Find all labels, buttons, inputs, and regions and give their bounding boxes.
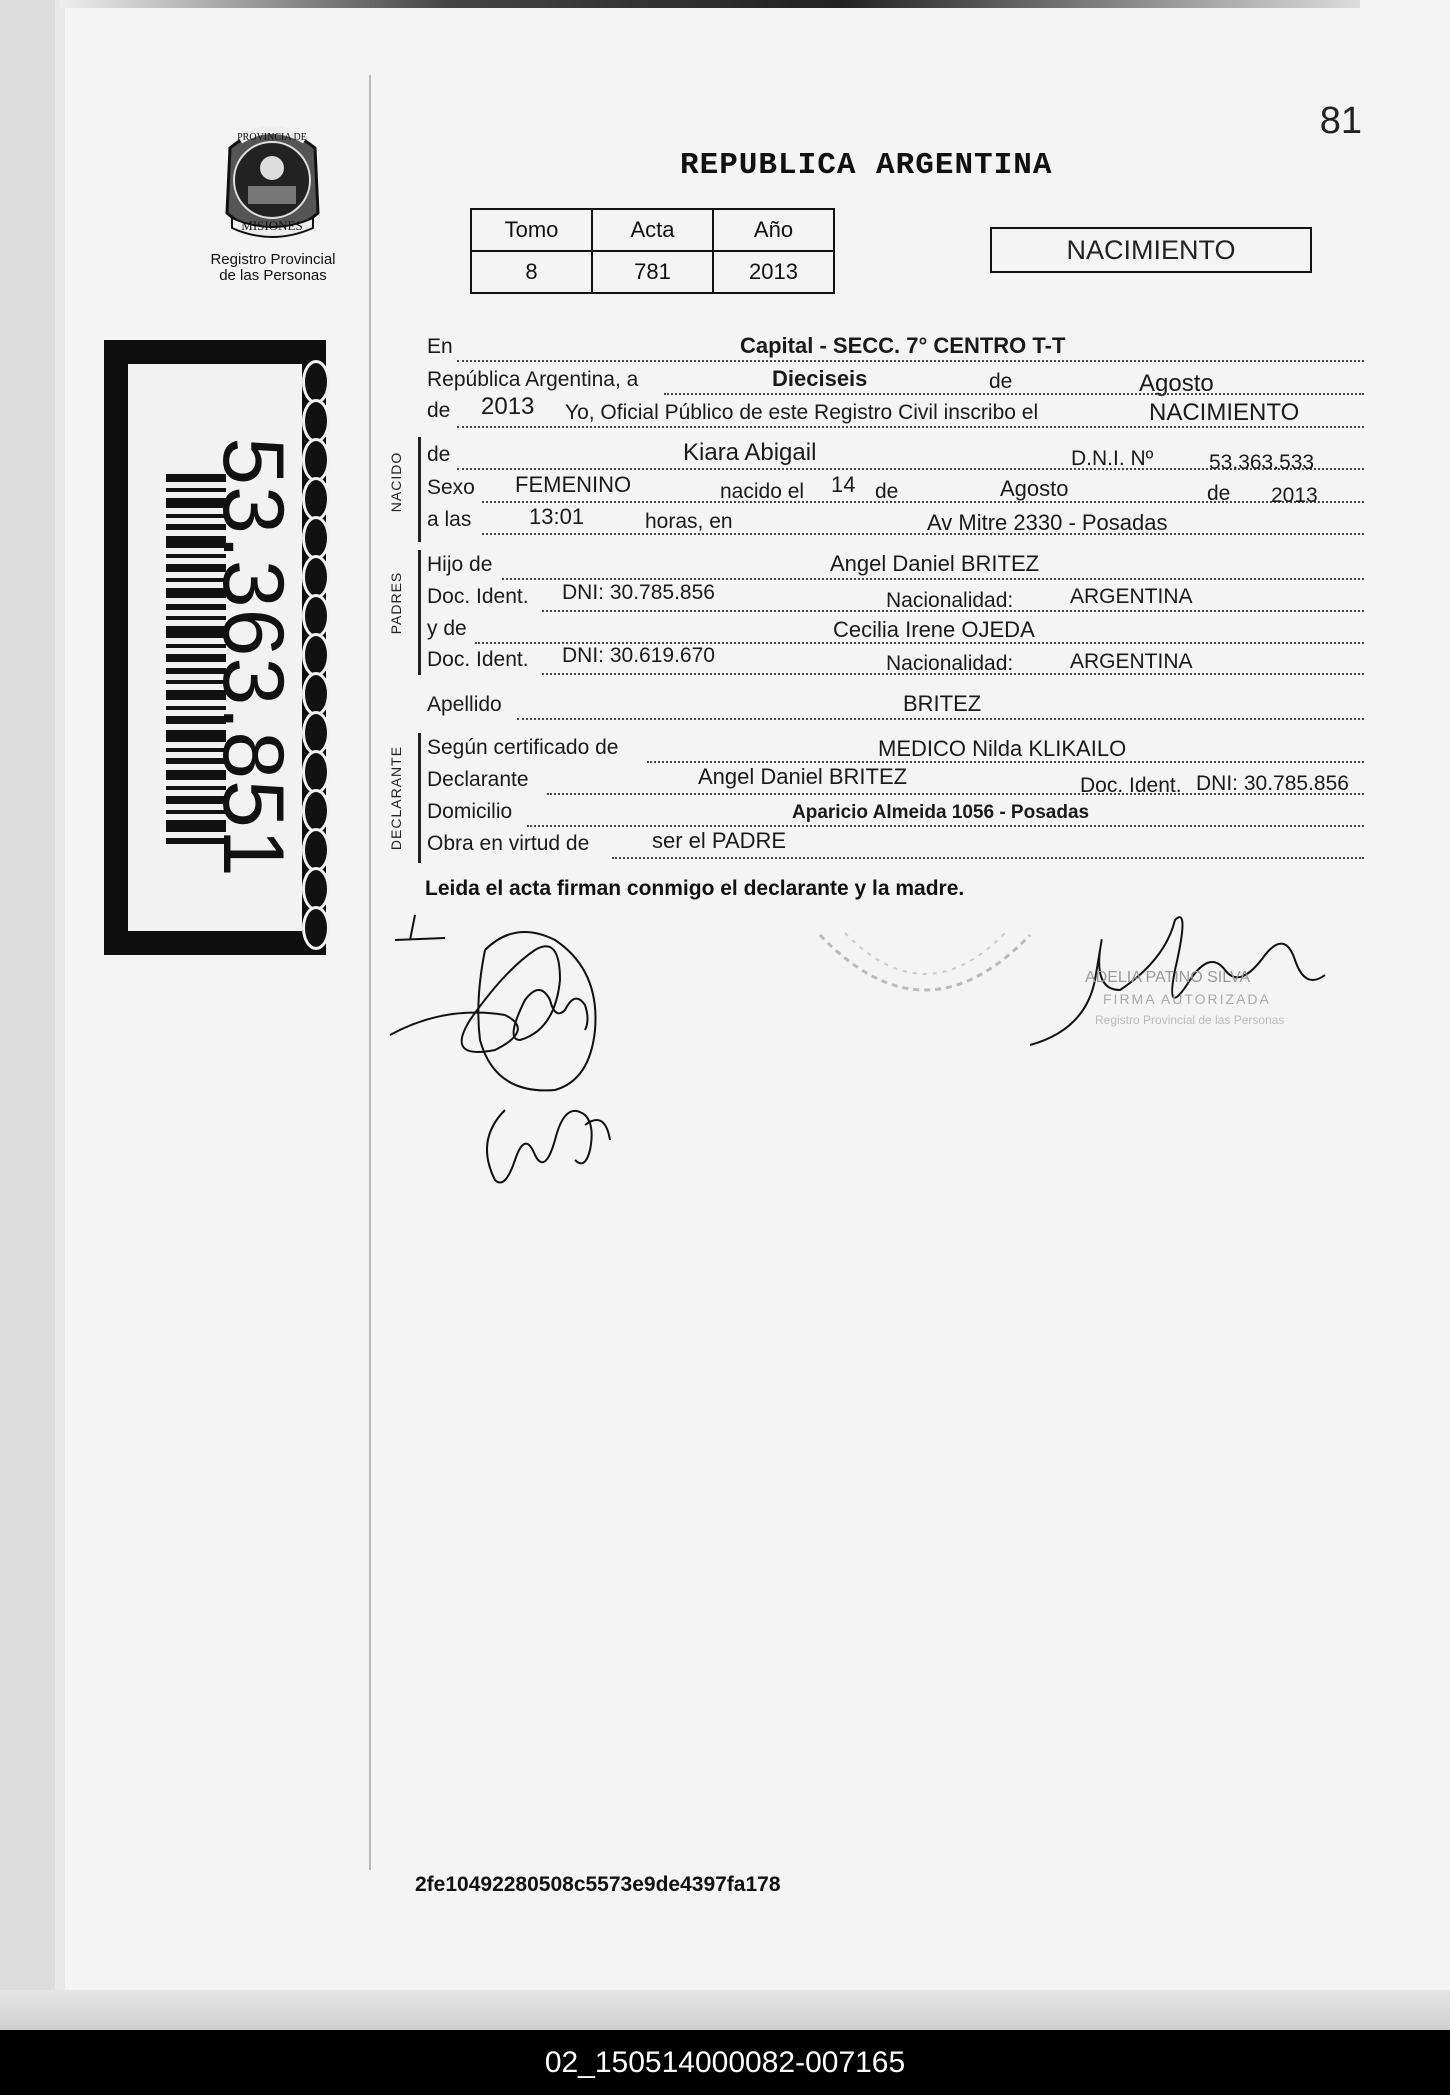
crest-lettering-top: PROVINCIA DE	[237, 132, 307, 143]
label-doc-ident: Doc. Ident.	[427, 648, 529, 671]
stamp-inner-panel	[128, 364, 302, 931]
row-republica	[427, 368, 1364, 398]
row-certificado	[427, 734, 1364, 764]
value-tomo: 8	[471, 251, 592, 293]
value-domicilio: Aparicio Almeida 1056 - Posadas	[792, 802, 1090, 823]
official-signature	[1025, 910, 1355, 1060]
value-madre: Cecilia Irene OJEDA	[833, 617, 1035, 642]
document-title: REPUBLICA ARGENTINA	[680, 148, 1053, 183]
row-doc-madre	[427, 646, 1364, 676]
scan-top-edge	[60, 0, 1360, 8]
declarante-signature	[385, 910, 645, 1190]
label-domicilio: Domicilio	[427, 800, 513, 823]
label-nacionalidad: Nacionalidad:	[886, 652, 1014, 675]
side-label-declarante: DECLARANTE	[388, 745, 404, 851]
stamp-rosette	[302, 867, 330, 911]
value-nacionalidad-madre: ARGENTINA	[1070, 650, 1193, 673]
value-anio-inscripcion: 2013	[481, 393, 535, 420]
stamp-rosette	[302, 750, 330, 794]
row-domicilio	[427, 798, 1364, 828]
dotted-line	[457, 360, 1364, 362]
value-nombre: Kiara Abigail	[683, 439, 817, 466]
id-number-stamp	[104, 340, 326, 955]
stamp-rosette	[302, 672, 330, 716]
stamp-rosette	[302, 828, 330, 872]
stamp-rosette	[302, 594, 330, 638]
value-hora: 13:01	[529, 504, 585, 529]
label-horas-en: horas, en	[645, 510, 733, 533]
stamp-rosette	[302, 906, 330, 950]
scan-footer-id: 02_150514000082-007165	[0, 2030, 1450, 2095]
label-certificado: Según certificado de	[427, 736, 619, 759]
value-dni-declarante: DNI: 30.785.856	[1196, 772, 1349, 795]
stamp-rosette	[302, 711, 330, 755]
label-obra: Obra en virtud de	[427, 832, 590, 855]
value-anio: 2013	[713, 251, 834, 293]
dotted-line	[612, 857, 1364, 859]
value-mes-nacimiento: Agosto	[1000, 476, 1069, 501]
official-stamp-line2: FIRMA AUTORIZADA	[1103, 991, 1271, 1007]
book-reference-table	[470, 208, 835, 294]
row-obra	[427, 830, 1364, 860]
label-doc-ident: Doc. Ident.	[1080, 774, 1182, 797]
row-doc-padre	[427, 583, 1364, 613]
stamp-rosette	[302, 789, 330, 833]
row-hora	[427, 506, 1364, 536]
registry-caption	[188, 252, 358, 284]
padres-bracket	[418, 550, 421, 675]
book-table-header-row	[471, 209, 834, 251]
province-crest-icon	[210, 118, 335, 248]
value-obra: ser el PADRE	[652, 828, 787, 853]
value-lugar: Capital - SECC. 7° CENTRO T-T	[740, 333, 1066, 358]
dotted-line	[517, 718, 1364, 720]
row-y-de	[427, 615, 1364, 645]
closing-statement: Leida el acta firman conmigo el declarante y la madre.	[425, 877, 965, 900]
value-acta: 781	[592, 251, 713, 293]
header-tomo: Tomo	[471, 209, 592, 251]
row-hijo-de	[427, 551, 1364, 581]
official-stamp-line1: ADELIA PATINO SILVA	[1085, 969, 1251, 986]
dotted-line	[527, 825, 1364, 827]
stamp-rosette	[302, 360, 330, 404]
stamp-rosette	[302, 633, 330, 677]
value-nacionalidad-padre: ARGENTINA	[1070, 585, 1193, 608]
label-hijo-de: Hijo de	[427, 553, 493, 576]
value-padre: Angel Daniel BRITEZ	[830, 551, 1040, 576]
dotted-line	[482, 501, 1364, 503]
registry-caption-line2: de las Personas	[219, 267, 327, 284]
label-en: En	[427, 335, 453, 358]
label-nacionalidad: Nacionalidad:	[886, 589, 1014, 612]
dotted-line	[482, 533, 1364, 535]
label-apellido: Apellido	[427, 693, 502, 716]
label-declarante: Declarante	[427, 768, 529, 791]
value-tipo-inscripcion: NACIMIENTO	[1149, 399, 1300, 426]
value-certificado: MEDICO Nilda KLIKAILO	[878, 736, 1127, 761]
label-doc-ident: Doc. Ident.	[427, 585, 529, 608]
stamp-rosette	[302, 555, 330, 599]
row-nombre	[427, 439, 1364, 474]
value-dni-padre: DNI: 30.785.856	[562, 581, 715, 604]
record-type-box: NACIMIENTO	[990, 227, 1312, 273]
stamp-rosette	[302, 399, 330, 443]
label-sexo: Sexo	[427, 476, 475, 499]
row-sexo	[427, 472, 1364, 507]
row-anio	[427, 393, 1364, 429]
side-label-nacido: NACIDO	[388, 451, 404, 513]
registry-caption-line1: Registro Provincial	[210, 251, 336, 268]
label-de: de	[989, 370, 1013, 393]
value-mes: Agosto	[1139, 370, 1214, 397]
row-en	[427, 335, 1364, 365]
value-declarante: Angel Daniel BRITEZ	[698, 764, 908, 789]
label-dni: D.N.I. Nº	[1071, 447, 1154, 470]
value-dni-madre: DNI: 30.619.670	[562, 644, 715, 667]
crest-lettering-bottom: MISIONES	[241, 218, 303, 233]
side-label-padres: PADRES	[388, 571, 404, 635]
official-stamp-line3: Registro Provincial de las Personas	[1095, 1013, 1285, 1027]
value-lugar-nacimiento: Av Mitre 2330 - Posadas	[927, 510, 1168, 535]
value-sexo: FEMENINO	[515, 472, 632, 497]
label-de: de	[427, 443, 451, 466]
stamp-rosette	[302, 516, 330, 560]
book-table-value-row	[471, 251, 834, 293]
value-dia-letras: Dieciseis	[772, 366, 868, 391]
margin-rule	[369, 75, 371, 1870]
scan-bottom-edge	[0, 1990, 1450, 2030]
stamp-rosette	[302, 477, 330, 521]
document-hash: 2fe10492280508c5573e9de4397fa178	[415, 1873, 781, 1896]
value-apellido: BRITEZ	[903, 691, 982, 716]
row-declarante	[427, 766, 1364, 796]
value-dni: 53.363.533	[1209, 451, 1315, 474]
registry-seal-icon	[810, 915, 1040, 1045]
header-acta: Acta	[592, 209, 713, 251]
dotted-line	[664, 393, 1364, 395]
label-y-de: y de	[427, 617, 467, 640]
row-apellido	[427, 689, 1364, 719]
label-a-las: a las	[427, 508, 472, 531]
label-republica: República Argentina, a	[427, 368, 639, 391]
label-de: de	[875, 480, 899, 503]
scan-left-edge-shade	[55, 0, 65, 2030]
page-number: 81	[1319, 100, 1362, 142]
label-de: de	[427, 399, 451, 422]
value-dia-nacimiento: 14	[831, 472, 856, 497]
header-anio: Año	[713, 209, 834, 251]
value-anio-nacimiento: 2013	[1271, 484, 1318, 507]
text-oficial-publico: Yo, Oficial Público de este Registro Civil inscribo el	[565, 401, 1039, 424]
declarante-bracket	[418, 733, 421, 863]
scan-left-edge	[0, 0, 55, 2030]
stamp-rosette	[302, 438, 330, 482]
label-nacido-el: nacido el	[720, 480, 805, 503]
dotted-line	[502, 578, 1364, 580]
id-number: 53.363.851	[205, 437, 301, 878]
label-de: de	[1207, 482, 1231, 505]
nacido-bracket	[418, 437, 421, 542]
